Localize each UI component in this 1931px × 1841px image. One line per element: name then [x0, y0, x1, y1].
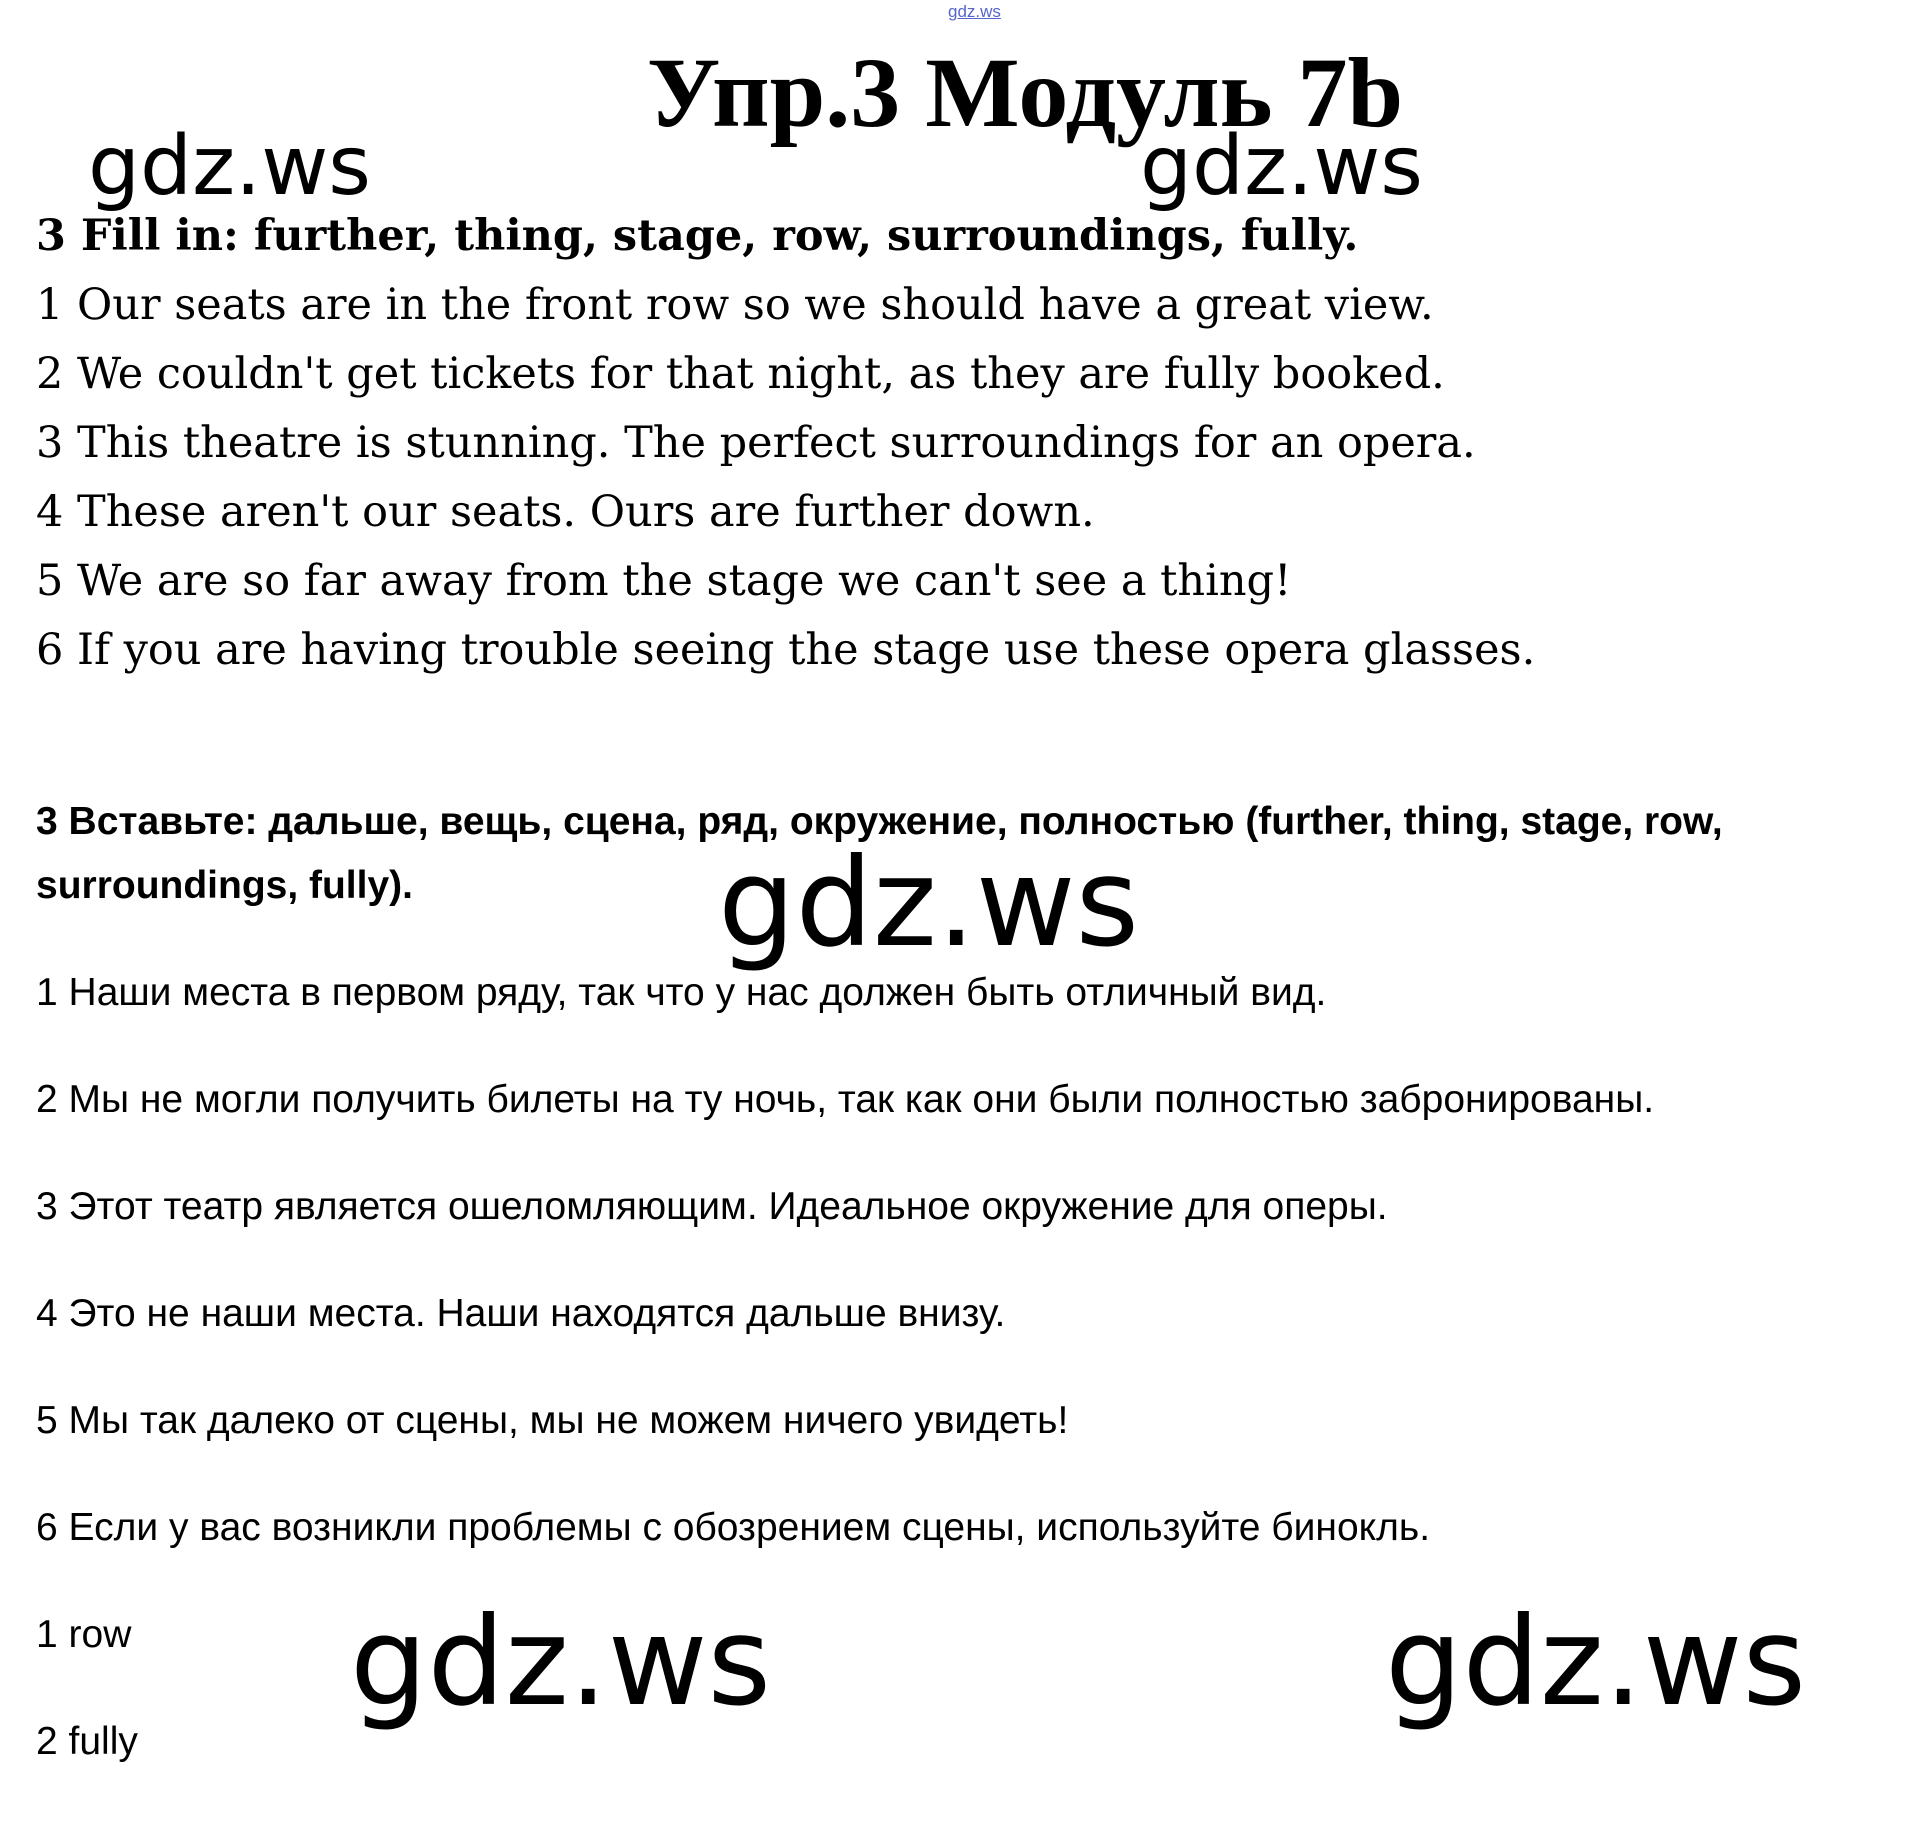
english-sentence-6: 6 If you are having trouble seeing the stage use these opera glasses.: [36, 625, 1536, 675]
watermark: gdz.ws: [1140, 119, 1423, 214]
english-sentence-5: 5 We are so far away from the stage we can't see a thing!: [36, 556, 1292, 606]
english-sentence-2: 2 We couldn't get tickets for that night, as they are fully booked.: [36, 349, 1445, 399]
watermark: gdz.ws: [1385, 1591, 1807, 1733]
watermark: gdz.ws: [88, 119, 371, 214]
english-sentence-4: 4 These aren't our seats. Ours are further down.: [36, 487, 1095, 537]
english-sentence-1: 1 Our seats are in the front row so we should have a great view.: [36, 280, 1434, 330]
russian-sentence-2: 2 Мы не могли получить билеты на ту ночь, так как они были полностью забронированы.: [36, 1078, 1655, 1121]
watermark: gdz.ws: [350, 1591, 772, 1733]
page-title: Упр.3 Модуль 7b: [646, 37, 1404, 148]
watermark: gdz.ws: [718, 832, 1140, 974]
english-task-heading: 3 Fill in: further, thing, stage, row, surroundings, fully.: [36, 211, 1359, 261]
russian-sentence-5: 5 Мы так далеко от сцены, мы не можем ничего увидеть!: [36, 1399, 1069, 1442]
english-sentence-3: 3 This theatre is stunning. The perfect surroundings for an opera.: [36, 418, 1476, 468]
answer-2: 2 fully: [36, 1720, 138, 1763]
russian-sentence-3: 3 Этот театр является ошеломляющим. Идеальное окружение для оперы.: [36, 1185, 1388, 1228]
russian-sentence-4: 4 Это не наши места. Наши находятся дальше внизу.: [36, 1292, 1006, 1335]
russian-sentence-1: 1 Наши места в первом ряду, так что у нас должен быть отличный вид.: [36, 971, 1327, 1014]
russian-task-heading: 3 Вставьте: дальше, вещь, сцена, ряд, окружение, полностью (further, thing, stage, row, surroundings, fully).: [36, 800, 1723, 907]
russian-sentence-6: 6 Если у вас возникли проблемы с обозрением сцены, используйте бинокль.: [36, 1506, 1431, 1549]
answer-1: 1 row: [36, 1613, 132, 1656]
source-watermark-link[interactable]: gdz.ws: [948, 2, 1001, 21]
